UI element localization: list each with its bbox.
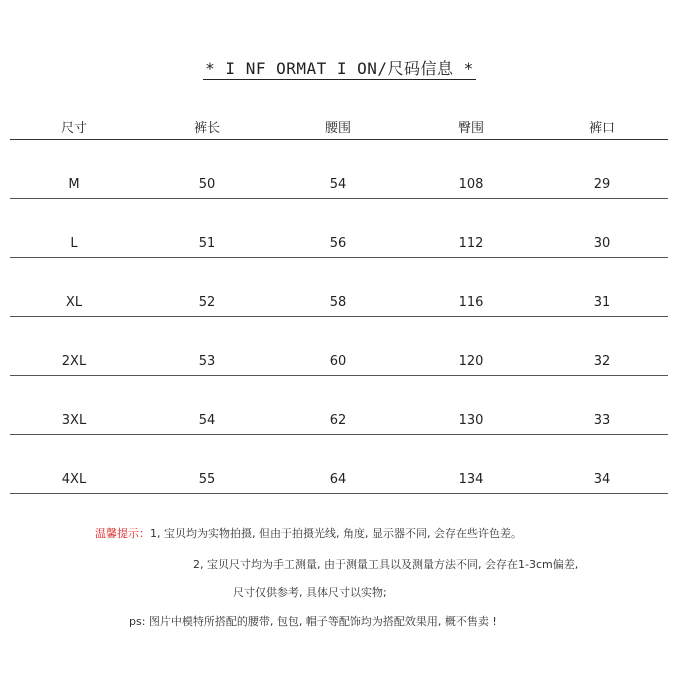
cell-leg-opening: 34 xyxy=(593,471,611,487)
table-row xyxy=(10,435,668,494)
title-text: * I NF ORMAT I ON/尺码信息 * xyxy=(205,59,474,78)
cell-length: 55 xyxy=(198,471,216,487)
cell-leg-opening: 29 xyxy=(593,176,611,192)
cell-length: 53 xyxy=(198,353,216,369)
cell-hip: 134 xyxy=(458,471,484,487)
cell-leg-opening: 31 xyxy=(593,294,611,310)
cell-length: 51 xyxy=(198,235,216,251)
cell-hip: 120 xyxy=(458,353,484,369)
note-line-2: 2, 宝贝尺寸均为手工测量, 由于测量工具以及测量方法不同, 会存在1-3cm偏差, xyxy=(193,558,579,571)
cell-waist: 64 xyxy=(329,471,347,487)
cell-waist: 60 xyxy=(329,353,347,369)
table-row xyxy=(10,199,668,258)
cell-hip: 112 xyxy=(458,235,484,251)
cell-size: 3XL xyxy=(61,412,87,428)
header-waist: 腰围 xyxy=(324,121,352,136)
cell-hip: 108 xyxy=(458,176,484,192)
cell-waist: 58 xyxy=(329,294,347,310)
cell-waist: 54 xyxy=(329,176,347,192)
cell-length: 52 xyxy=(198,294,216,310)
size-table xyxy=(10,110,668,494)
note-text-1: 1, 宝贝均为实物拍摄, 但由于拍摄光线, 角度, 显示器不同, 会存在些许色差。 xyxy=(150,527,522,540)
table-row xyxy=(10,317,668,376)
cell-size: 4XL xyxy=(61,471,87,487)
cell-waist: 62 xyxy=(329,412,347,428)
cell-hip: 116 xyxy=(458,294,484,310)
header-size: 尺寸 xyxy=(60,121,88,136)
cell-leg-opening: 30 xyxy=(593,235,611,251)
cell-waist: 56 xyxy=(329,235,347,251)
note-line-3: 尺寸仅供参考, 具体尺寸以实物; xyxy=(233,586,387,599)
cell-length: 50 xyxy=(198,176,216,192)
table-row xyxy=(10,258,668,317)
table-row xyxy=(10,376,668,435)
cell-size: L xyxy=(70,235,78,251)
note-line-1 xyxy=(95,525,522,541)
cell-size: M xyxy=(68,176,80,192)
cell-length: 54 xyxy=(198,412,216,428)
warning-label: 温馨提示： xyxy=(95,527,150,540)
cell-leg-opening: 32 xyxy=(593,353,611,369)
cell-size: XL xyxy=(65,294,83,310)
size-chart-title xyxy=(0,56,679,79)
table-header-row xyxy=(10,110,668,140)
header-leg-opening: 裤口 xyxy=(588,121,616,136)
header-length: 裤长 xyxy=(193,121,221,136)
header-hip: 臀围 xyxy=(457,121,485,136)
cell-hip: 130 xyxy=(458,412,484,428)
note-line-4: ps: 图片中模特所搭配的腰带, 包包, 帽子等配饰均为搭配效果用, 概不售卖 ! xyxy=(129,615,497,628)
cell-size: 2XL xyxy=(61,353,87,369)
table-row xyxy=(10,140,668,199)
cell-leg-opening: 33 xyxy=(593,412,611,428)
